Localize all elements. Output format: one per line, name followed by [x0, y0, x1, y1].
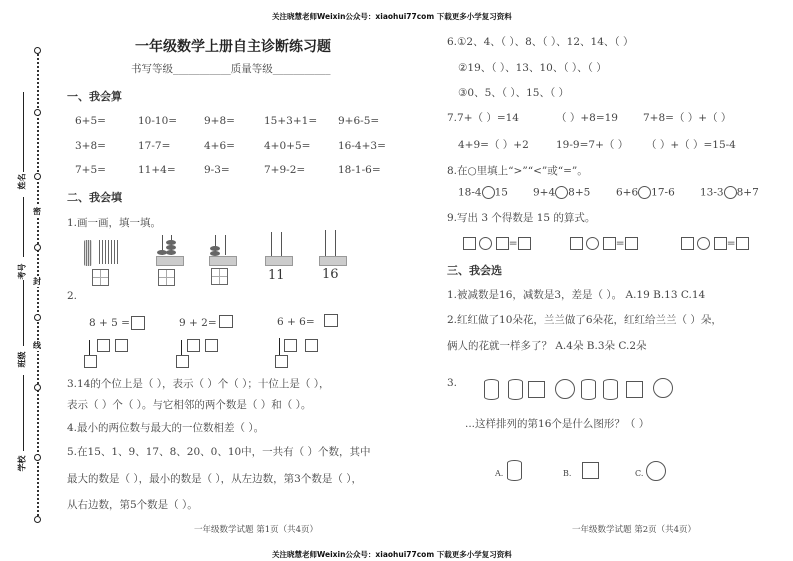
q7-item: （ ）+（ ）=15-4 — [646, 139, 736, 151]
stick-bundle-icon — [84, 240, 92, 266]
q8-item — [533, 186, 590, 199]
school-label: 学校 — [17, 455, 27, 472]
option-c-label: C. — [635, 469, 644, 478]
ring-icon — [34, 516, 41, 523]
calc-item: 15+3+1= — [264, 115, 318, 127]
id-line — [23, 197, 24, 257]
binding-char: 密 — [33, 207, 41, 216]
watermark-bottom: 关注晓慧老师Weixin公众号：xiaohui77com 下载更多小学复习资料 — [272, 550, 512, 559]
q2-label: 2. — [67, 290, 78, 302]
answer-grid — [211, 268, 228, 285]
answer-box — [219, 315, 233, 328]
sticks-icon — [99, 240, 120, 264]
compare-circle[interactable] — [482, 186, 495, 199]
grade-fields: 书写等级___________质量等级___________ — [131, 63, 331, 75]
calc-item: 4+0+5= — [264, 140, 311, 152]
cylinder-icon — [484, 379, 499, 400]
q9-text: 9.写出 3 个得数是 15 的算式。 — [447, 212, 596, 224]
abacus-number: 11 — [268, 268, 285, 283]
compare-circle[interactable] — [638, 186, 651, 199]
q8-left: 6+6 — [616, 186, 639, 199]
page-title: 一年级数学上册自主诊断练习题 — [135, 39, 331, 55]
q7-item: （ ）+8=19 — [556, 112, 618, 124]
class-label: 班级 — [17, 351, 27, 368]
school-line — [23, 375, 24, 451]
name-label: 姓名 — [17, 173, 27, 190]
q7-item: 7+8=（ ）+（ ） — [643, 112, 732, 124]
cylinder-icon — [507, 460, 522, 481]
calc-item: 17-7= — [138, 140, 171, 152]
calc-item: 6+5= — [75, 115, 106, 127]
calc-item: 9-3= — [204, 164, 230, 176]
q6-line2: ②19、（ ）、13、10、（ ）、（ ） — [458, 62, 607, 74]
calc-item: 9+8= — [204, 115, 235, 127]
q8-left: 13-3 — [700, 186, 724, 199]
answer-grid — [158, 269, 175, 286]
option-a-label: A. — [495, 469, 504, 478]
page-footer-2: 一年级数学试题 第2页（共4页） — [572, 525, 697, 535]
q8-left: 9+4 — [533, 186, 556, 199]
section-1-heading: 一、我会算 — [67, 90, 122, 103]
sphere-icon — [653, 378, 673, 398]
s3-q2-line2: 俩人的花就一样多了？ A.4朵 B.3朵 C.2朵 — [447, 340, 647, 352]
calc-item: 10-10= — [138, 115, 178, 127]
compare-circle[interactable] — [555, 186, 568, 199]
abacus-icon — [156, 256, 184, 266]
section-3-heading: 三、我会选 — [447, 264, 502, 277]
bead-icon — [166, 250, 176, 255]
abacus-rod — [335, 230, 336, 256]
ring-icon — [34, 454, 41, 461]
q2-equation: 9 + 2= — [179, 317, 217, 329]
q5-line2: 最大的数是（ ），最小的数是（ ），从左边数，第3个数是（ ）， — [67, 473, 362, 485]
q5-line1: 5.在15、1、9、17、8、20、0、10中，一共有（ ）个数，其中 — [67, 446, 371, 458]
class-line — [23, 280, 24, 346]
option-b-label: B. — [563, 469, 572, 478]
abacus-icon — [319, 256, 347, 266]
ring-icon — [34, 173, 41, 180]
cube-icon — [626, 381, 643, 398]
q9-equation — [570, 237, 638, 250]
equals: = — [726, 237, 736, 250]
abacus-rod — [281, 232, 282, 256]
equals: = — [508, 237, 518, 250]
q8-right: 17-6 — [651, 186, 675, 199]
calc-item: 4+6= — [204, 140, 235, 152]
q9-equation — [681, 237, 749, 250]
q4-text: 4.最小的两位数与最大的一位数相差（ ）。 — [67, 422, 265, 434]
binding-char: 封 — [33, 277, 41, 286]
ring-icon — [34, 314, 41, 321]
q6-line1: 6.①2、4、（ ）、8、（ ）、12、14、（ ） — [447, 36, 634, 48]
q2-equation: 8 + 5 = — [89, 317, 130, 329]
q8-right: 8+7 — [736, 186, 759, 199]
q8-text: 8.在○里填上“>”“<”或“=”。 — [447, 165, 588, 177]
abacus-rod — [225, 235, 226, 255]
q8-item — [458, 186, 508, 199]
q3-line2: 表示（ ）个（ ）。与它相邻的两个数是（ ）和（ ）。 — [67, 399, 312, 411]
abacus-icon — [265, 256, 293, 266]
sphere-icon — [555, 379, 575, 399]
cylinder-icon — [508, 379, 523, 400]
q3-line1: 3.14的个位上是（ ），表示（ ）个（ ）；十位上是（ ）， — [67, 378, 330, 390]
answer-box — [324, 314, 338, 327]
ring-icon — [34, 244, 41, 251]
name-line — [23, 92, 24, 172]
q8-right: 8+5 — [568, 186, 591, 199]
s3-q1: 1.被减数是16，减数是3，差是（ ）。 A.19 B.13 C.14 — [447, 289, 706, 301]
abacus-rod — [325, 230, 326, 256]
q8-item — [616, 186, 675, 199]
equals: = — [615, 237, 625, 250]
q8-left: 18-4 — [458, 186, 482, 199]
cube-icon — [582, 462, 599, 479]
q7-item: 19-9=7+（ ） — [556, 139, 629, 151]
q1-text: 1.画一画，填一填。 — [67, 217, 162, 229]
s3-q3-label: 3. — [447, 377, 458, 389]
sphere-icon — [646, 461, 666, 481]
section-2-heading: 二、我会填 — [67, 191, 122, 204]
q2-equation: 6 + 6= — [277, 316, 315, 328]
calc-item: 11+4= — [138, 164, 176, 176]
answer-grid — [92, 269, 109, 286]
compare-circle[interactable] — [724, 186, 737, 199]
abacus-icon — [209, 256, 237, 266]
calc-item: 7+5= — [75, 164, 106, 176]
ring-icon — [34, 109, 41, 116]
cylinder-icon — [603, 379, 618, 400]
calc-item: 3+8= — [75, 140, 106, 152]
s3-q2-line1: 2.红红做了10朵花，兰兰做了6朵花，红红给兰兰（ ）朵， — [447, 314, 722, 326]
watermark-top: 关注晓慧老师Weixin公众号：xiaohui77com 下载更多小学复习资料 — [272, 12, 512, 21]
page-footer-1: 一年级数学试题 第1页（共4页） — [194, 525, 319, 535]
calc-item: 16-4+3= — [338, 140, 386, 152]
q7-item: 7.7+（ ）=14 — [447, 112, 519, 124]
ring-icon — [34, 384, 41, 391]
q6-line3: ③0、5、（ ）、15、（ ） — [458, 87, 570, 99]
q7-item: 4+9=（ ）+2 — [458, 139, 529, 151]
cylinder-icon — [581, 379, 596, 400]
q8-item — [700, 186, 759, 199]
q8-right: 15 — [494, 186, 508, 199]
abacus-number: 16 — [322, 267, 339, 282]
cube-icon — [528, 381, 545, 398]
binding-char: 线 — [33, 341, 41, 350]
calc-item: 7+9-2= — [264, 164, 306, 176]
calc-item: 9+6-5= — [338, 115, 380, 127]
q9-equation — [463, 237, 531, 250]
s3-q3-question: ...这样排列的第16个是什么图形？（ ） — [465, 418, 650, 430]
answer-box — [131, 316, 145, 330]
q5-line3: 从右边数，第5个数是（ ）。 — [67, 499, 198, 511]
abacus-rod — [271, 232, 272, 256]
id-label: 考号 — [17, 263, 27, 280]
calc-item: 18-1-6= — [338, 164, 381, 176]
